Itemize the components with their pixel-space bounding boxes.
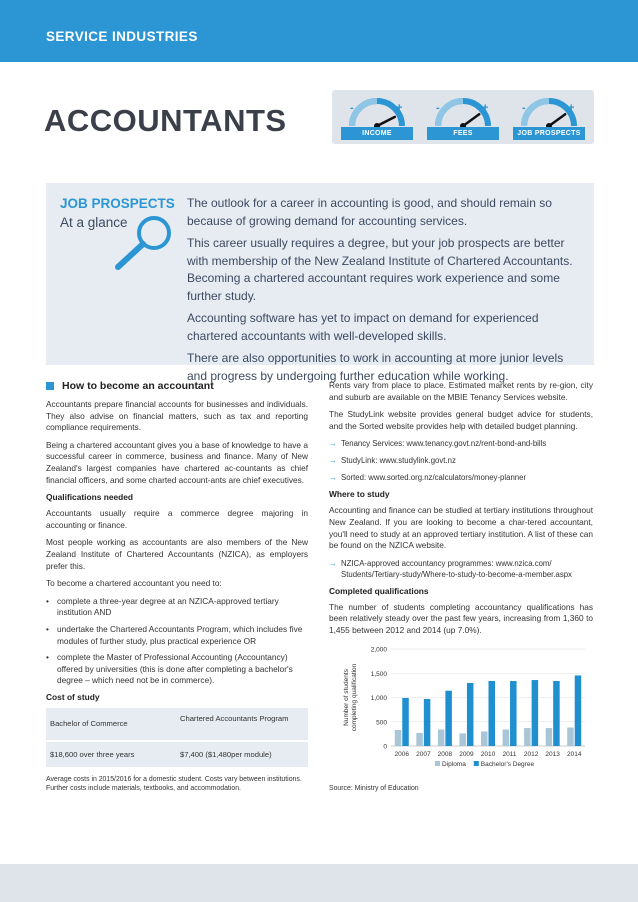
- section-title: SERVICE INDUSTRIES: [46, 29, 198, 44]
- chart-source: Source: Ministry of Education: [329, 784, 419, 792]
- link-sorted[interactable]: → Sorted: www.sorted.org.nz/calculators/money-planner: [329, 472, 593, 483]
- header-bar: [0, 0, 638, 62]
- y-tick-label: 500: [376, 718, 387, 726]
- table-header-cell: Chartered Accountants Program: [176, 708, 308, 741]
- footer-bar: [0, 864, 638, 902]
- table-cell: $18,600 over three years: [46, 741, 176, 768]
- paragraph: The number of students completing accountancy qualifications has been relatively steady over the past few years, increasing from 1,360 to 1,455 between 2012 and 2014 (up 7.0%).: [329, 601, 593, 635]
- gauge-job-prospects-label: JOB PROSPECTS: [513, 127, 585, 140]
- paragraph: Accountants prepare financial accounts for businesses and individuals. They also advise on financial matters, such as tax and reporting compliance requirements.: [46, 399, 308, 433]
- link-tenancy-services[interactable]: → Tenancy Services: www.tenancy.govt.nz/rent-bond-and-bills: [329, 438, 593, 449]
- gauge-fees-plus: +: [482, 102, 489, 114]
- completed-qualifications-heading: Completed qualifications: [329, 585, 429, 596]
- x-tick-label: 2014: [566, 750, 582, 758]
- bar-bachelors-2013: [553, 681, 560, 746]
- x-tick-label: 2010: [480, 750, 496, 758]
- x-tick-label: 2006: [394, 750, 410, 758]
- gauge-income-label: INCOME: [341, 127, 413, 140]
- where-to-study-heading: Where to study: [329, 489, 390, 500]
- heading-square-icon: [46, 382, 54, 390]
- legend-swatch-bachelors: [474, 761, 479, 766]
- gauge-income-plus: +: [396, 102, 403, 114]
- y-axis-label-line2: completing qualification: [351, 663, 358, 731]
- gauge-fees-label: FEES: [427, 127, 499, 140]
- x-tick-label: 2012: [523, 750, 539, 758]
- link-studylink[interactable]: → StudyLink: www.studylink.govt.nz: [329, 455, 593, 466]
- paragraph: Most people working as accountants are also members of the New Zealand Institute of Chartered Accountants (NZICA), as employers prefer this.: [46, 537, 308, 571]
- page-title: ACCOUNTANTS: [44, 103, 287, 138]
- gauge-income: [338, 94, 416, 142]
- bullet-item: • complete a three-year degree at an NZICA-approved tertiary institution AND: [46, 596, 308, 619]
- table-row: [46, 741, 308, 768]
- bar-bachelors-2011: [510, 681, 517, 746]
- bar-diploma-2013: [546, 728, 553, 746]
- y-tick-label: 0: [383, 743, 387, 751]
- table-cell: $7,400 ($1,480per module): [176, 741, 308, 768]
- paragraph: Rents vary from place to place. Estimated market rents by re-gion, city and suburb are available on the MBIE Tenancy Services website.: [329, 380, 593, 402]
- bar-diploma-2012: [524, 728, 531, 746]
- paragraph: Accountants usually require a commerce degree majoring in accounting or finance.: [46, 508, 308, 530]
- table-row: [46, 708, 308, 741]
- at-a-glance-panel: [46, 183, 594, 383]
- x-tick-label: 2008: [437, 750, 453, 758]
- bar-diploma-2014: [567, 727, 574, 745]
- bar-bachelors-2010: [489, 681, 496, 746]
- y-axis-label-line1: Number of students: [343, 668, 350, 726]
- legend-label: Diploma: [442, 760, 466, 768]
- gauge-fees-needle: [463, 114, 479, 126]
- cost-table: [46, 708, 308, 769]
- gauge-fees-minus: -: [436, 102, 440, 114]
- bar-bachelors-2014: [575, 675, 582, 746]
- bar-diploma-2010: [481, 731, 488, 746]
- qualifications-chart: [329, 643, 593, 783]
- glance-paragraph: The outlook for a career in accounting is good, and should remain so because of growing demand for accounting services.: [187, 196, 552, 228]
- legend-label: Bachelor's Degree: [480, 760, 535, 768]
- paragraph: The StudyLink website provides general budget advice for students, and the Sorted website provides help with detailed budget planning.: [329, 409, 593, 431]
- section-heading: [46, 380, 308, 392]
- paragraph: To become a chartered accountant you need to:: [46, 578, 222, 589]
- magnifier-icon: [112, 213, 176, 273]
- gauge-income-dial: [338, 94, 416, 130]
- gauge-job-prospects-plus: +: [568, 102, 575, 114]
- x-tick-label: 2007: [416, 750, 431, 758]
- glance-paragraph: This career usually requires a degree, but your job prospects are better with membership of the New Zealand Institute of Chartered Accountants. Becoming a chartered accountant requires work experience and some further study.: [187, 236, 573, 303]
- paragraph: Being a chartered accountant gives you a base of knowledge to have a successful career in commerce, business and finance. Many of New Zealand's largest companies have chartered ac-countants as chief financial officers, and some charted account-ants are chief executives.: [46, 439, 308, 485]
- rating-gauges: [332, 90, 594, 144]
- bar-bachelors-2012: [532, 680, 539, 746]
- right-column: [329, 380, 593, 792]
- bar-diploma-2006: [395, 730, 402, 746]
- cost-note: Average costs in 2015/2016 for a domestic student. Costs vary between institutions. Further costs include materials, textbooks, and accommodation.: [46, 775, 302, 793]
- gauge-job-prospects-dial: [510, 94, 588, 130]
- left-column: [46, 380, 308, 794]
- gauge-job-prospects: [510, 94, 588, 142]
- bullet-item: • undertake the Chartered Accountants Program, which includes five modules of further study, plus practical experience OR: [46, 624, 308, 647]
- bullet-item: • complete the Master of Professional Accounting (Accountancy) offered by universities (this is done after completing a bachelor's degree – which need not be in commerce).: [46, 652, 308, 687]
- x-tick-label: 2013: [545, 750, 560, 758]
- glance-text: [187, 195, 585, 390]
- glance-subheading: At a glance: [60, 215, 128, 230]
- gauge-income-needle: [377, 117, 395, 126]
- y-tick-label: 1,000: [370, 694, 387, 702]
- gauge-fees-dial: [424, 94, 502, 130]
- link-nzica[interactable]: → NZICA-approved accountancy programmes: www.nzica.com/ Students/Tertiary-study/Where-to-study-to-become-a-member.aspx: [329, 558, 593, 580]
- x-tick-label: 2009: [459, 750, 474, 758]
- table-header-cell: Bachelor of Commerce: [46, 708, 176, 741]
- bar-bachelors-2006: [402, 698, 409, 746]
- gauge-job-prospects-minus: -: [522, 102, 526, 114]
- y-tick-label: 2,000: [370, 646, 387, 654]
- glance-paragraph: There are also opportunities to work in accounting at more junior levels and progress by undergoing further education while working.: [187, 351, 564, 383]
- bar-diploma-2009: [459, 733, 466, 746]
- gauge-job-prospects-needle: [549, 114, 565, 126]
- bar-bachelors-2008: [445, 690, 452, 745]
- glance-heading: JOB PROSPECTS: [60, 196, 175, 211]
- legend-swatch-diploma: [435, 761, 440, 766]
- y-tick-label: 1,500: [370, 670, 387, 678]
- qualifications-heading: Qualifications needed: [46, 492, 134, 503]
- gauge-fees: [424, 94, 502, 142]
- qualifications-chart-svg: [329, 643, 593, 783]
- bar-bachelors-2009: [467, 682, 474, 745]
- gauge-income-minus: -: [350, 102, 354, 114]
- bar-bachelors-2007: [424, 698, 431, 745]
- bar-diploma-2008: [438, 729, 445, 745]
- how-to-become-heading: How to become an accountant: [62, 380, 214, 392]
- bar-diploma-2007: [416, 732, 423, 745]
- x-tick-label: 2011: [502, 750, 517, 758]
- cost-of-study-heading: Cost of study: [46, 691, 100, 702]
- glance-paragraph: Accounting software has yet to impact on demand for experienced chartered accountants with well-developed skills.: [187, 311, 539, 343]
- paragraph: Accounting and finance can be studied at tertiary institutions throughout New Zealand. If you are looking to become a char-tered accountant, you'll need to study at an approved tertiary institution. A list of these can be found on the NZICA website.: [329, 505, 593, 551]
- bar-diploma-2011: [503, 729, 510, 745]
